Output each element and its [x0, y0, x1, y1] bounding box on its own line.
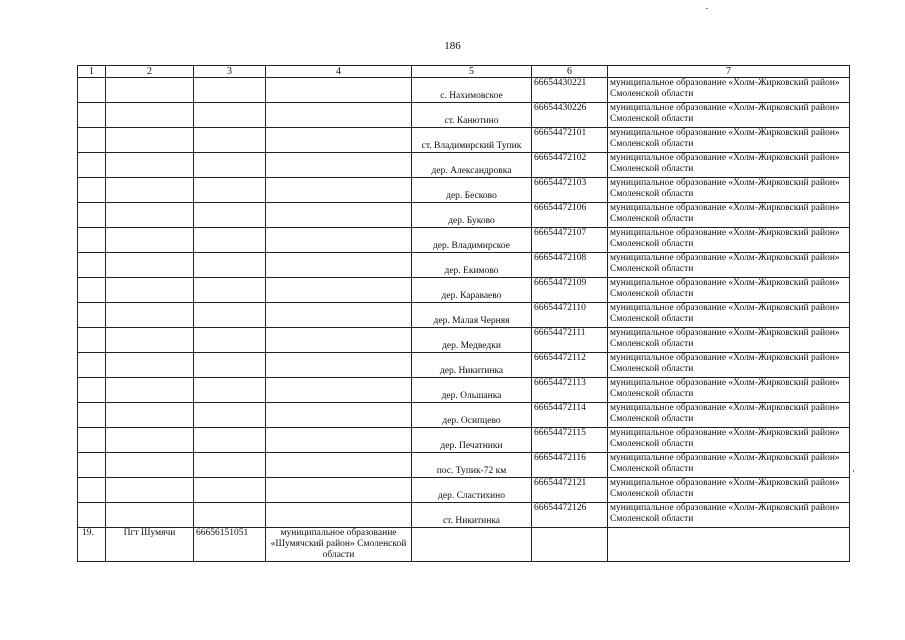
empty-cell [106, 353, 194, 378]
municipality-name: муниципальное образование «Холм-Жирковский район» Смоленской области [608, 353, 850, 378]
empty-cell [266, 428, 412, 453]
locality-code: 66654472111 [532, 328, 608, 353]
empty-cell [194, 278, 266, 303]
empty-cell [106, 203, 194, 228]
empty-cell [78, 478, 106, 503]
table-row-19 [78, 528, 850, 562]
empty-cell [106, 303, 194, 328]
empty-cell [266, 478, 412, 503]
empty-cell [266, 128, 412, 153]
locality-code: 66654472114 [532, 403, 608, 428]
empty-cell [194, 128, 266, 153]
empty-cell [106, 428, 194, 453]
empty-cell [78, 178, 106, 203]
table-row [78, 78, 850, 103]
column-header: 6 [532, 66, 608, 78]
table-row [78, 203, 850, 228]
municipality-name: муниципальное образование «Холм-Жирковский район» Смоленской области [608, 428, 850, 453]
table-row [78, 178, 850, 203]
empty-cell [266, 328, 412, 353]
settlement-code: 66656151051 [194, 528, 266, 562]
table-row [78, 153, 850, 178]
empty-cell [194, 178, 266, 203]
empty-cell [78, 153, 106, 178]
empty-cell [194, 253, 266, 278]
empty-cell [106, 278, 194, 303]
settlement-name: Пгт Шумячи [106, 528, 194, 562]
locality-code: 66654472108 [532, 253, 608, 278]
settlements-table [77, 65, 850, 562]
page-number: 186 [444, 40, 461, 52]
municipality-name: муниципальное образование «Холм-Жирковский район» Смоленской области [608, 103, 850, 128]
locality-name: дер. Караваево [412, 278, 532, 303]
locality-name: ст. Владимирский Тупик [412, 128, 532, 153]
municipality-name: муниципальное образование «Холм-Жирковский район» Смоленской области [608, 403, 850, 428]
empty-cell [266, 403, 412, 428]
locality-name: дер. Сластихино [412, 478, 532, 503]
empty-cell [78, 503, 106, 528]
empty-cell [78, 453, 106, 478]
empty-cell [194, 203, 266, 228]
municipality-name: муниципальное образование «Холм-Жирковский район» Смоленской области [608, 328, 850, 353]
empty-cell [194, 353, 266, 378]
empty-cell [78, 278, 106, 303]
locality-name: дер. Ольшанка [412, 378, 532, 403]
locality-name: дер. Печатники [412, 428, 532, 453]
empty-cell [266, 178, 412, 203]
empty-cell [194, 428, 266, 453]
empty-cell [266, 278, 412, 303]
municipality-name: муниципальное образование «Холм-Жирковский район» Смоленской области [608, 503, 850, 528]
empty-cell [266, 228, 412, 253]
scan-speck [706, 8, 708, 9]
empty-cell [194, 328, 266, 353]
locality-name: с. Нахимовское [412, 78, 532, 103]
municipality-name: муниципальное образование «Холм-Жирковский район» Смоленской области [608, 453, 850, 478]
empty-cell [266, 78, 412, 103]
empty-cell [194, 478, 266, 503]
empty-cell [78, 103, 106, 128]
empty-cell [194, 103, 266, 128]
locality-name: дер. Медведки [412, 328, 532, 353]
empty-cell [78, 303, 106, 328]
empty-cell [106, 78, 194, 103]
municipality-name: муниципальное образование «Холм-Жирковский район» Смоленской области [608, 253, 850, 278]
table-row [78, 378, 850, 403]
locality-name: дер. Екимово [412, 253, 532, 278]
table-row [78, 428, 850, 453]
empty-cell [194, 453, 266, 478]
locality-code: 66654472121 [532, 478, 608, 503]
locality-code: 66654472103 [532, 178, 608, 203]
empty-cell [106, 178, 194, 203]
locality-name: дер. Никитинка [412, 353, 532, 378]
locality-name: дер. Владимирское [412, 228, 532, 253]
locality-code: 66654472116 [532, 453, 608, 478]
table-row [78, 353, 850, 378]
locality-code: 66654430226 [532, 103, 608, 128]
empty-cell [266, 378, 412, 403]
empty-cell [78, 403, 106, 428]
municipality-name: муниципальное образование «Холм-Жирковский район» Смоленской области [608, 278, 850, 303]
empty-cell [106, 128, 194, 153]
locality-code: 66654472102 [532, 153, 608, 178]
empty-cell [194, 153, 266, 178]
municipality-name: муниципальное образование «Шумячский район» Смоленской области [266, 528, 412, 562]
locality-name: дер. Бесково [412, 178, 532, 203]
municipality-name: муниципальное образование «Холм-Жирковский район» Смоленской области [608, 228, 850, 253]
empty-cell [106, 478, 194, 503]
empty-cell [78, 228, 106, 253]
empty-cell [106, 228, 194, 253]
table-row [78, 503, 850, 528]
empty-cell [78, 353, 106, 378]
locality-code: 66654472101 [532, 128, 608, 153]
locality-code: 66654472113 [532, 378, 608, 403]
municipality-name: муниципальное образование «Холм-Жирковский район» Смоленской области [608, 78, 850, 103]
empty-cell [78, 428, 106, 453]
table-row [78, 228, 850, 253]
empty-cell [194, 228, 266, 253]
municipality-name: муниципальное образование «Холм-Жирковский район» Смоленской области [608, 178, 850, 203]
municipality-name: муниципальное образование «Холм-Жирковский район» Смоленской области [608, 153, 850, 178]
empty-cell [78, 328, 106, 353]
locality-code: 66654472112 [532, 353, 608, 378]
locality-name: пос. Тупик-72 км [412, 453, 532, 478]
empty-cell [106, 378, 194, 403]
locality-name: ст. Канютино [412, 103, 532, 128]
locality-code: 66654430221 [532, 78, 608, 103]
locality-code: 66654472106 [532, 203, 608, 228]
empty-cell [78, 78, 106, 103]
municipality-name: муниципальное образование «Холм-Жирковский район» Смоленской области [608, 378, 850, 403]
empty-cell [78, 128, 106, 153]
empty-cell [194, 378, 266, 403]
table-row [78, 253, 850, 278]
empty-cell [194, 503, 266, 528]
table-row [78, 278, 850, 303]
empty-cell [106, 328, 194, 353]
empty-cell [266, 353, 412, 378]
column-header: 2 [106, 66, 194, 78]
empty-cell [106, 253, 194, 278]
empty-cell [106, 153, 194, 178]
locality-name: дер. Малая Черняя [412, 303, 532, 328]
row-number: 19. [78, 528, 106, 562]
empty-cell [266, 153, 412, 178]
table-row [78, 303, 850, 328]
locality-code: 66654472107 [532, 228, 608, 253]
empty-cell [266, 103, 412, 128]
empty-cell [266, 453, 412, 478]
municipality-name: муниципальное образование «Холм-Жирковский район» Смоленской области [608, 478, 850, 503]
locality-name: ст. Никитинка [412, 503, 532, 528]
column-header: 4 [266, 66, 412, 78]
locality-code: 66654472109 [532, 278, 608, 303]
empty-cell [412, 528, 532, 562]
empty-cell [106, 403, 194, 428]
empty-cell [106, 103, 194, 128]
empty-cell [608, 528, 850, 562]
locality-code: 66654472126 [532, 503, 608, 528]
column-header: 3 [194, 66, 266, 78]
column-header: 1 [78, 66, 106, 78]
column-header: 5 [412, 66, 532, 78]
empty-cell [106, 503, 194, 528]
empty-cell [78, 203, 106, 228]
municipality-name: муниципальное образование «Холм-Жирковский район» Смоленской области [608, 303, 850, 328]
table-row [78, 478, 850, 503]
empty-cell [78, 253, 106, 278]
table-row [78, 128, 850, 153]
table-row [78, 403, 850, 428]
municipality-name: муниципальное образование «Холм-Жирковский район» Смоленской области [608, 128, 850, 153]
empty-cell [194, 303, 266, 328]
empty-cell [266, 203, 412, 228]
empty-cell [194, 403, 266, 428]
empty-cell [532, 528, 608, 562]
empty-cell [266, 303, 412, 328]
table-row [78, 328, 850, 353]
column-header: 7 [608, 66, 850, 78]
municipality-name: муниципальное образование «Холм-Жирковский район» Смоленской области [608, 203, 850, 228]
table-row [78, 453, 850, 478]
scan-speck [853, 470, 854, 472]
locality-name: дер. Александровка [412, 153, 532, 178]
empty-cell [266, 253, 412, 278]
locality-code: 66654472115 [532, 428, 608, 453]
empty-cell [266, 503, 412, 528]
locality-code: 66654472110 [532, 303, 608, 328]
locality-name: дер. Осипцево [412, 403, 532, 428]
empty-cell [78, 378, 106, 403]
empty-cell [194, 78, 266, 103]
table-header-row [78, 66, 850, 78]
empty-cell [106, 453, 194, 478]
table-row [78, 103, 850, 128]
locality-name: дер. Буково [412, 203, 532, 228]
